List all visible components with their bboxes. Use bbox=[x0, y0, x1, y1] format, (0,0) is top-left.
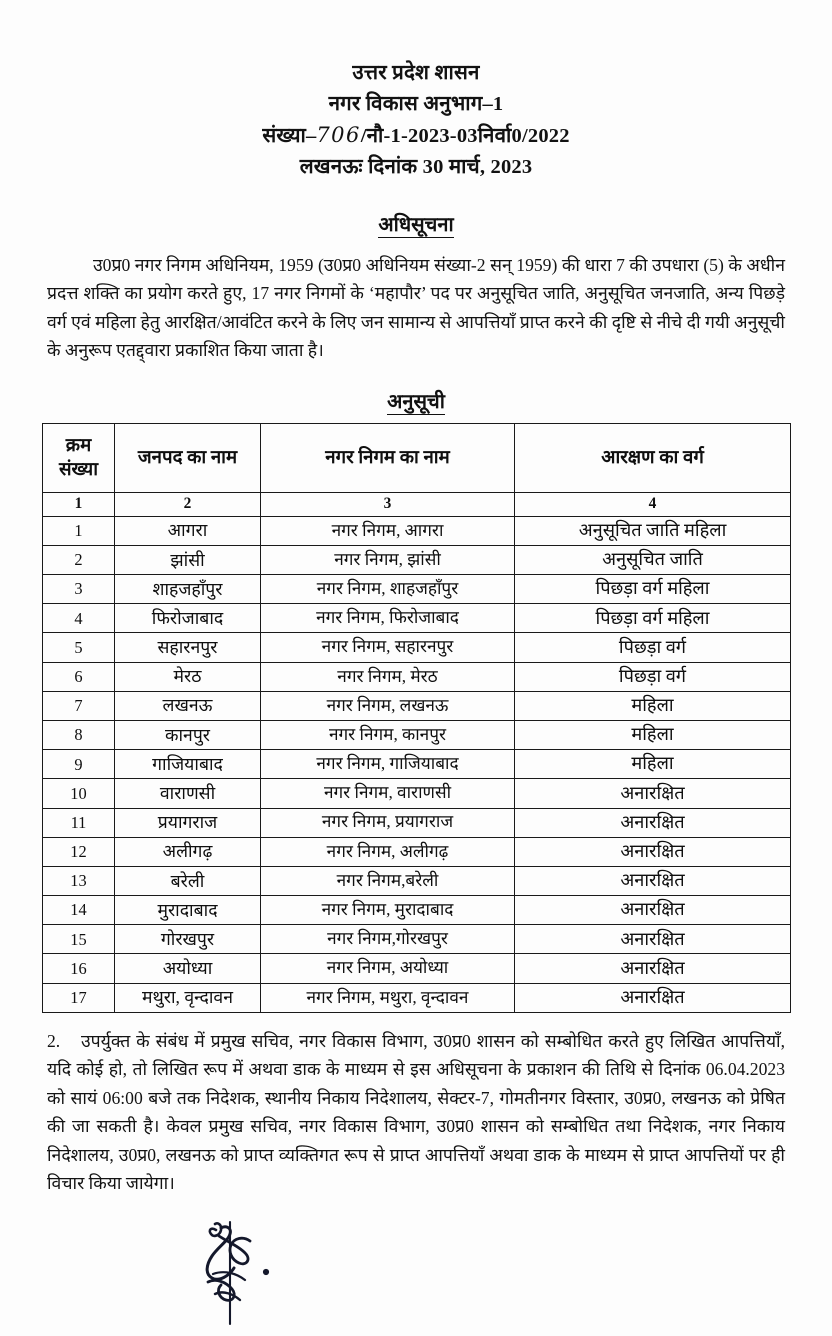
cell-corporation: नगर निगम, गाजियाबाद bbox=[261, 750, 515, 779]
column-number-2: 2 bbox=[115, 492, 261, 516]
cell-reservation: अनारक्षित bbox=[515, 983, 791, 1012]
cell-serial: 2 bbox=[43, 545, 115, 574]
table-body bbox=[43, 516, 791, 1012]
cell-reservation: अनारक्षित bbox=[515, 808, 791, 837]
cell-district: सहारनपुर bbox=[115, 633, 261, 662]
table-row bbox=[43, 575, 791, 604]
cell-reservation: अनारक्षित bbox=[515, 837, 791, 866]
column-number-3: 3 bbox=[261, 492, 515, 516]
cell-district: मेरठ bbox=[115, 662, 261, 691]
table-row bbox=[43, 516, 791, 545]
schedule-heading-text: अनुसूची bbox=[387, 390, 445, 413]
table-header-row bbox=[43, 423, 791, 492]
cell-serial: 7 bbox=[43, 691, 115, 720]
table-row bbox=[43, 779, 791, 808]
cell-reservation: पिछड़ा वर्ग महिला bbox=[515, 604, 791, 633]
table-row bbox=[43, 720, 791, 749]
cell-serial: 12 bbox=[43, 837, 115, 866]
table-row bbox=[43, 545, 791, 574]
cell-serial: 17 bbox=[43, 983, 115, 1012]
cell-district: मुरादाबाद bbox=[115, 896, 261, 925]
cell-serial: 6 bbox=[43, 662, 115, 691]
file-number-suffix: /नौ-1-2023-03निर्वा0/2022 bbox=[360, 125, 570, 148]
column-header-district: जनपद का नाम bbox=[115, 423, 261, 492]
column-number-row bbox=[43, 492, 791, 516]
cell-reservation: अनारक्षित bbox=[515, 866, 791, 895]
cell-serial: 9 bbox=[43, 750, 115, 779]
table-row bbox=[43, 837, 791, 866]
file-number-handwritten: 706 bbox=[316, 123, 361, 148]
cell-corporation: नगर निगम, मथुरा, वृन्दावन bbox=[261, 983, 515, 1012]
table-row bbox=[43, 925, 791, 954]
table-row bbox=[43, 983, 791, 1012]
cell-corporation: नगर निगम, आगरा bbox=[261, 516, 515, 545]
cell-district: लखनऊ bbox=[115, 691, 261, 720]
cell-district: अलीगढ़ bbox=[115, 837, 261, 866]
cell-district: झांसी bbox=[115, 545, 261, 574]
cell-corporation: नगर निगम, लखनऊ bbox=[261, 691, 515, 720]
cell-corporation: नगर निगम, अयोध्या bbox=[261, 954, 515, 983]
cell-corporation: नगर निगम, वाराणसी bbox=[261, 779, 515, 808]
paragraph-2-text: उपर्युक्त के संबंध में प्रमुख सचिव, नगर विकास विभाग, उ0प्र0 शासन को सम्बोधित करते हुए लिखित आपत्तियाँ, यदि कोई हो, तो लिखित रूप में अथवा डाक के माध्यम से इस अधिसूचना के प्रकाशन की तिथि से दिनांक 06.04.2023 को सायं 06:00 बजे तक निदेशक, स्थानीय निकाय निदेशालय, सेक्टर-7, गोमतीनगर विस्तार, उ0प्र0, लखनऊ को प्रेषित की जा सकती है। केवल प्रमुख सचिव, नगर विकास विभाग, उ0प्र0 शासन को सम्बोधित तथा निदेशक, नगर निकाय निदेशालय, उ0प्र0, लखनऊ को प्राप्त व्यक्तिगत रूप से प्राप्त आपत्तियाँ अथवा डाक के माध्यम से प्राप्त आपत्तियों पर ही विचार किया जायेगा। bbox=[47, 1030, 785, 1194]
cell-district: वाराणसी bbox=[115, 779, 261, 808]
cell-corporation: नगर निगम, प्रयागराज bbox=[261, 808, 515, 837]
notification-heading bbox=[0, 210, 832, 237]
column-number-4: 4 bbox=[515, 492, 791, 516]
cell-serial: 8 bbox=[43, 720, 115, 749]
cell-district: शाहजहाँपुर bbox=[115, 575, 261, 604]
cell-corporation: नगर निगम, मुरादाबाद bbox=[261, 896, 515, 925]
column-header-serial: क्रम संख्या bbox=[43, 423, 115, 492]
cell-serial: 10 bbox=[43, 779, 115, 808]
cell-serial: 5 bbox=[43, 633, 115, 662]
cell-reservation: अनारक्षित bbox=[515, 779, 791, 808]
cell-district: बरेली bbox=[115, 866, 261, 895]
cell-reservation: पिछड़ा वर्ग महिला bbox=[515, 575, 791, 604]
table-row bbox=[43, 633, 791, 662]
notification-heading-text: अधिसूचना bbox=[378, 213, 454, 236]
table-head bbox=[43, 423, 791, 516]
file-number bbox=[0, 120, 832, 152]
cell-reservation: अनारक्षित bbox=[515, 925, 791, 954]
paragraph-2 bbox=[47, 1027, 785, 1198]
cell-corporation: नगर निगम, अलीगढ़ bbox=[261, 837, 515, 866]
place-and-date: लखनऊः दिनांक 30 मार्च, 2023 bbox=[299, 156, 533, 179]
cell-serial: 1 bbox=[43, 516, 115, 545]
table-row bbox=[43, 604, 791, 633]
column-number-1: 1 bbox=[43, 492, 115, 516]
paragraph-2-number: 2. bbox=[47, 1030, 61, 1051]
cell-district: मथुरा, वृन्दावन bbox=[115, 983, 261, 1012]
cell-reservation: महिला bbox=[515, 750, 791, 779]
letterhead bbox=[0, 0, 832, 184]
cell-reservation: पिछड़ा वर्ग bbox=[515, 633, 791, 662]
cell-reservation: अनारक्षित bbox=[515, 896, 791, 925]
table-row bbox=[43, 896, 791, 925]
schedule-heading bbox=[0, 387, 832, 414]
cell-corporation: नगर निगम, शाहजहाँपुर bbox=[261, 575, 515, 604]
table-row bbox=[43, 750, 791, 779]
cell-district: गोरखपुर bbox=[115, 925, 261, 954]
cell-reservation: महिला bbox=[515, 720, 791, 749]
cell-district: आगरा bbox=[115, 516, 261, 545]
cell-serial: 14 bbox=[43, 896, 115, 925]
cell-reservation: अनुसूचित जाति bbox=[515, 545, 791, 574]
department-name: नगर विकास अनुभाग–1 bbox=[328, 93, 504, 116]
cell-district: प्रयागराज bbox=[115, 808, 261, 837]
cell-reservation: पिछड़ा वर्ग bbox=[515, 662, 791, 691]
cell-corporation: नगर निगम, मेरठ bbox=[261, 662, 515, 691]
cell-district: फिरोजाबाद bbox=[115, 604, 261, 633]
column-header-reservation: आरक्षण का वर्ग bbox=[515, 423, 791, 492]
table-row bbox=[43, 954, 791, 983]
cell-district: गाजियाबाद bbox=[115, 750, 261, 779]
column-header-corporation: नगर निगम का नाम bbox=[261, 423, 515, 492]
cell-district: अयोध्या bbox=[115, 954, 261, 983]
cell-reservation: महिला bbox=[515, 691, 791, 720]
cell-serial: 15 bbox=[43, 925, 115, 954]
cell-corporation: नगर निगम, फिरोजाबाद bbox=[261, 604, 515, 633]
cell-serial: 11 bbox=[43, 808, 115, 837]
signature-area bbox=[0, 1216, 832, 1336]
table-row bbox=[43, 662, 791, 691]
table-row bbox=[43, 808, 791, 837]
cell-serial: 4 bbox=[43, 604, 115, 633]
cell-reservation: अनुसूचित जाति महिला bbox=[515, 516, 791, 545]
government-name: उत्तर प्रदेश शासन bbox=[352, 62, 480, 84]
cell-corporation: नगर निगम,बरेली bbox=[261, 866, 515, 895]
cell-serial: 3 bbox=[43, 575, 115, 604]
cell-corporation: नगर निगम, झांसी bbox=[261, 545, 515, 574]
cell-corporation: नगर निगम,गोरखपुर bbox=[261, 925, 515, 954]
table-row bbox=[43, 866, 791, 895]
cell-serial: 16 bbox=[43, 954, 115, 983]
signature-icon bbox=[188, 1216, 308, 1326]
cell-reservation: अनारक्षित bbox=[515, 954, 791, 983]
cell-corporation: नगर निगम, कानपुर bbox=[261, 720, 515, 749]
cell-district: कानपुर bbox=[115, 720, 261, 749]
file-number-prefix: संख्या– bbox=[262, 125, 317, 148]
schedule-table-wrapper bbox=[42, 423, 790, 1013]
cell-serial: 13 bbox=[43, 866, 115, 895]
paragraph-1: उ0प्र0 नगर निगम अधिनियम, 1959 (उ0प्र0 अधिनियम संख्या-2 सन् 1959) की धारा 7 की उपधारा (5) के अधीन प्रदत्त शक्ति का प्रयोग करते हुए, 17 नगर निगमों के ‘महापौर’ पद पर अनुसूचित जाति, अनुसूचित जनजाति, अन्य पिछड़े वर्ग एवं महिला हेतु आरक्षित/आवंटित करने के लिए जन सामान्य से आपत्तियाँ प्राप्त करने की दृष्टि से नीचे दी गयी अनुसूची के अनुरूप एतद्द्वारा प्रकाशित किया जाता है। bbox=[47, 254, 785, 361]
schedule-table bbox=[42, 423, 791, 1013]
table-row bbox=[43, 691, 791, 720]
cell-corporation: नगर निगम, सहारनपुर bbox=[261, 633, 515, 662]
